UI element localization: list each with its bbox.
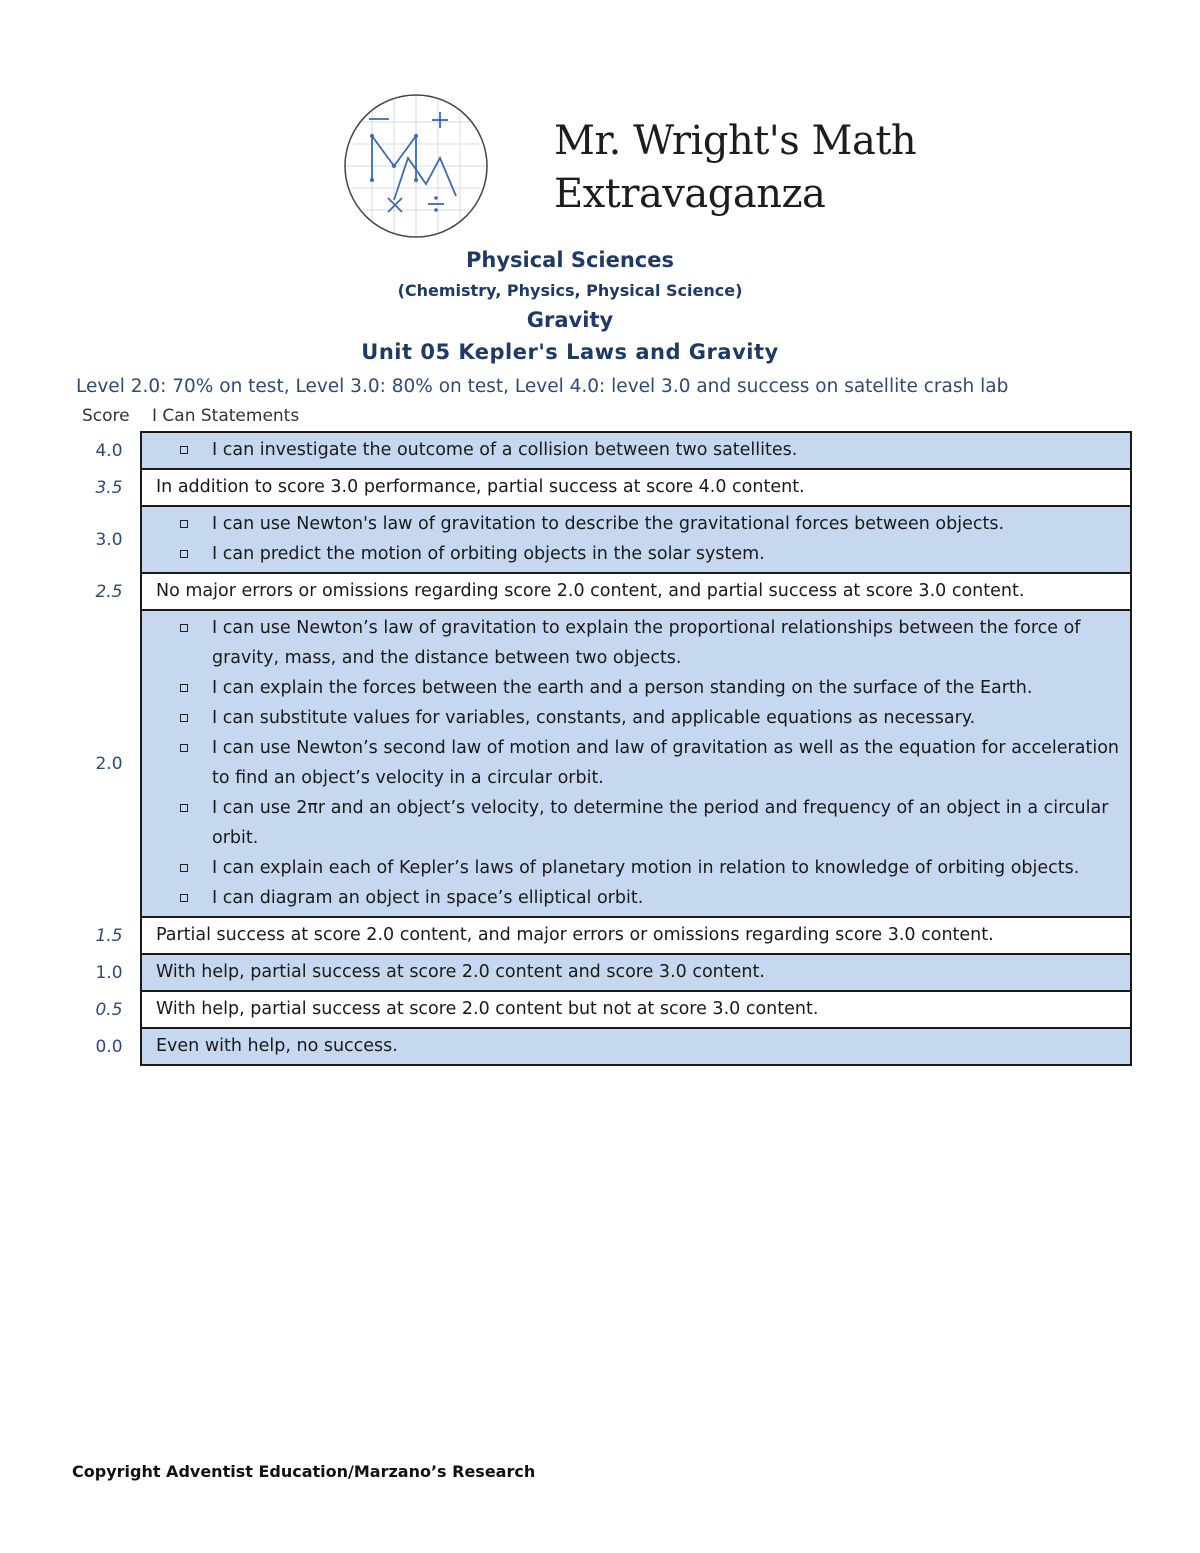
score-value: 2.5 xyxy=(95,581,123,602)
copyright-footer: Copyright Adventist Education/Marzano’s Research xyxy=(72,1462,536,1481)
score-value: 4.0 xyxy=(95,440,123,461)
subject-subtitle: (Chemistry, Physics, Physical Science) xyxy=(397,281,743,300)
score-value: 0.0 xyxy=(95,1036,123,1057)
can-statement: I can predict the motion of orbiting objects in the solar system. xyxy=(156,539,1120,569)
score-column-header: Score xyxy=(82,406,130,426)
proficiency-scale-table xyxy=(80,431,1132,1066)
checkbox-icon xyxy=(180,744,188,752)
can-statement: I can investigate the outcome of a collision between two satellites. xyxy=(156,435,1120,465)
scale-row-2-0 xyxy=(80,610,1131,917)
topic-heading: Gravity xyxy=(526,308,614,332)
can-statement: I can diagram an object in space’s elliptical orbit. xyxy=(156,883,1120,913)
can-statement: I can explain the forces between the earth and a person standing on the surface of the Earth. xyxy=(156,673,1120,703)
checkbox-icon xyxy=(180,520,188,528)
checkbox-icon xyxy=(180,864,188,872)
scale-row-3-5 xyxy=(80,469,1131,506)
scale-row-4-0 xyxy=(80,432,1131,469)
can-statement: I can use Newton’s second law of motion and law of gravitation as well as the equation for acceleration to find an object’s velocity in a circular orbit. xyxy=(156,733,1120,793)
scale-row-2-5 xyxy=(80,573,1131,610)
unit-heading: Unit 05 Kepler's Laws and Gravity xyxy=(361,340,779,364)
mw-grid-logo-icon xyxy=(342,92,490,240)
checkbox-icon xyxy=(180,446,188,454)
checkbox-icon xyxy=(180,684,188,692)
checkbox-icon xyxy=(180,804,188,812)
score-value: 3.5 xyxy=(95,477,123,498)
checkbox-icon xyxy=(180,714,188,722)
statements-column-header: I Can Statements xyxy=(152,406,300,426)
statement-cell: Even with help, no success. xyxy=(141,1028,1131,1065)
can-statement: I can substitute values for variables, constants, and applicable equations as necessary. xyxy=(156,703,1120,733)
score-value: 2.0 xyxy=(95,753,123,774)
statement-cell: Partial success at score 2.0 content, and major errors or omissions regarding score 3.0 content. xyxy=(141,917,1131,954)
scale-row-0-5 xyxy=(80,991,1131,1028)
score-value: 1.0 xyxy=(95,962,123,983)
statement-cell: With help, partial success at score 2.0 content and score 3.0 content. xyxy=(141,954,1131,991)
statement-cell: With help, partial success at score 2.0 content but not at score 3.0 content. xyxy=(141,991,1131,1028)
checkbox-icon xyxy=(180,624,188,632)
statement-cell xyxy=(141,506,1131,573)
scale-row-1-0 xyxy=(80,954,1131,991)
scale-row-1-5 xyxy=(80,917,1131,954)
can-statement: I can explain each of Kepler’s laws of planetary motion in relation to knowledge of orbiting objects. xyxy=(156,853,1120,883)
subject-heading: Physical Sciences xyxy=(465,248,674,272)
scale-row-0-0 xyxy=(80,1028,1131,1065)
brand-title-line2: Extravaganza xyxy=(554,171,826,217)
statement-cell xyxy=(141,432,1131,469)
checkbox-icon xyxy=(180,894,188,902)
statement-cell: In addition to score 3.0 performance, partial success at score 4.0 content. xyxy=(141,469,1131,506)
score-value: 0.5 xyxy=(95,999,123,1020)
scale-row-3-0 xyxy=(80,506,1131,573)
can-statement: I can use Newton's law of gravitation to describe the gravitational forces between objects. xyxy=(156,509,1120,539)
can-statement: I can use 2πr and an object’s velocity, to determine the period and frequency of an object in a circular orbit. xyxy=(156,793,1120,853)
level-criteria: Level 2.0: 70% on test, Level 3.0: 80% on test, Level 4.0: level 3.0 and success on satellite crash lab xyxy=(76,376,1009,397)
can-statement: I can use Newton’s law of gravitation to explain the proportional relationships between the force of gravity, mass, and the distance between two objects. xyxy=(156,613,1120,673)
statement-cell xyxy=(141,610,1131,917)
brand-title-line1: Mr. Wright's Math xyxy=(554,118,917,164)
score-value: 1.5 xyxy=(95,925,123,946)
score-value: 3.0 xyxy=(95,529,123,550)
statement-cell: No major errors or omissions regarding score 2.0 content, and partial success at score 3.0 content. xyxy=(141,573,1131,610)
checkbox-icon xyxy=(180,550,188,558)
